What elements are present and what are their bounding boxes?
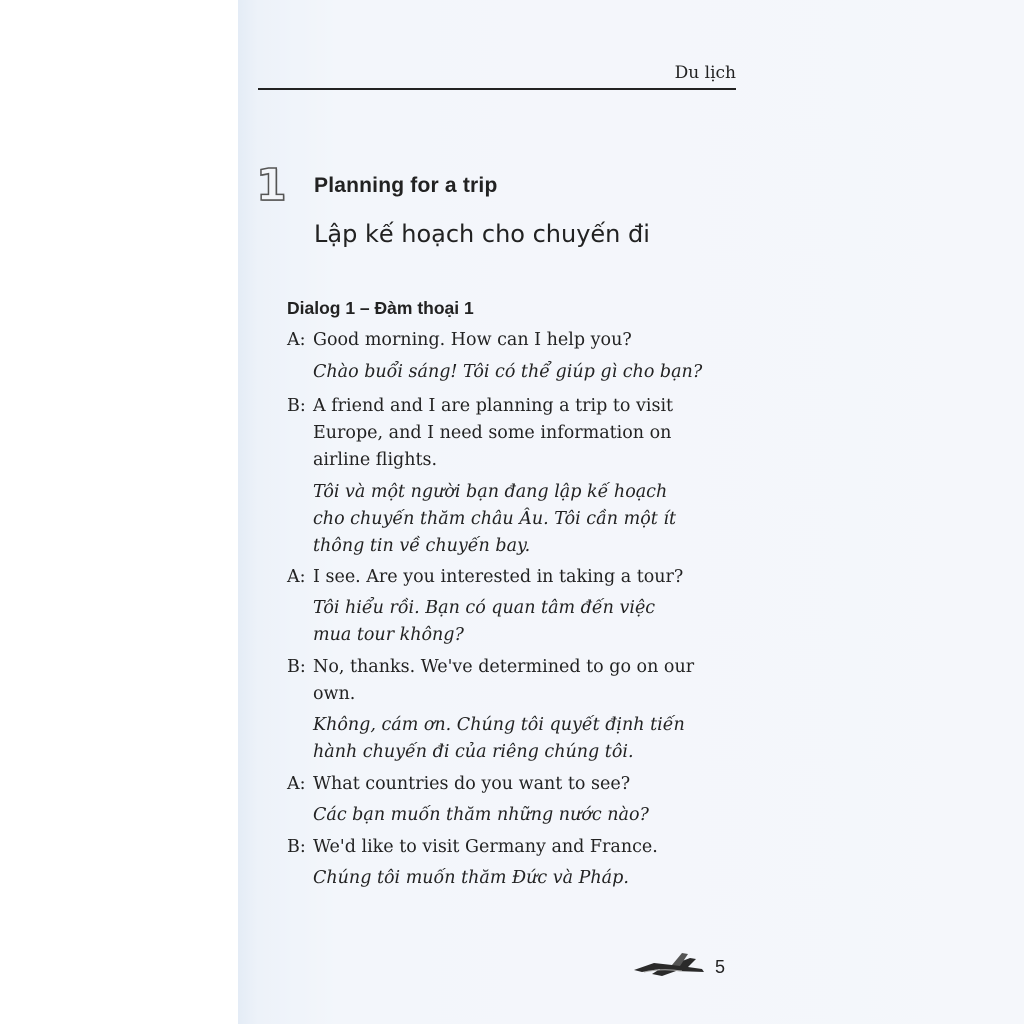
dialog-line-vi: Các bạn muốn thăm những nước nào?: [313, 805, 649, 825]
chapter-number: 1: [256, 160, 287, 211]
dialog-line-en: I see. Are you interested in taking a tour?: [313, 567, 684, 587]
dialog-line-en: No, thanks. We've determined to go on our: [313, 657, 695, 677]
dialog-line-en: What countries do you want to see?: [313, 774, 631, 794]
speaker-label: B:: [287, 396, 306, 416]
dialog-line-vi: mua tour không?: [313, 625, 464, 645]
dialog-line-en: Good morning. How can I help you?: [313, 330, 632, 350]
dialog-line-vi: Chúng tôi muốn thăm Đức và Pháp.: [313, 868, 629, 888]
dialog-line-en: Europe, and I need some information on: [313, 423, 672, 443]
dialog-heading: Dialog 1 – Đàm thoại 1: [287, 298, 474, 318]
dialog-line-en: airline flights.: [313, 450, 438, 470]
dialog-line-vi: Không, cám ơn. Chúng tôi quyết định tiến: [313, 715, 685, 735]
speaker-label: A:: [287, 330, 306, 350]
dialog-line-vi: hành chuyến đi của riêng chúng tôi.: [313, 742, 634, 762]
chapter-title-vi: Lập kế hoạch cho chuyến đi: [314, 220, 650, 248]
dialog-line-vi: thông tin về chuyến bay.: [313, 536, 531, 556]
dialog-line-vi: cho chuyến thăm châu Âu. Tôi cần một ít: [313, 509, 676, 529]
dialog-line-en: A friend and I are planning a trip to visit: [313, 396, 674, 416]
dialog-line-en: own.: [313, 684, 356, 704]
chapter-title-en: Planning for a trip: [314, 174, 498, 197]
dialog-line-vi: Tôi và một người bạn đang lập kế hoạch: [313, 482, 668, 502]
page-number: 5: [715, 957, 726, 977]
speaker-label: B:: [287, 837, 306, 857]
dialog-line-vi: Chào buổi sáng! Tôi có thể giúp gì cho bạn?: [313, 362, 703, 382]
dialog-line-vi: Tôi hiểu rồi. Bạn có quan tâm đến việc: [313, 598, 656, 618]
header-rule: [258, 88, 736, 90]
speaker-label: A:: [287, 774, 306, 794]
airplane-icon: [632, 950, 708, 980]
speaker-label: A:: [287, 567, 306, 587]
speaker-label: B:: [287, 657, 306, 677]
dialog-line-en: We'd like to visit Germany and France.: [313, 837, 658, 857]
running-header: Du lịch: [674, 63, 736, 83]
